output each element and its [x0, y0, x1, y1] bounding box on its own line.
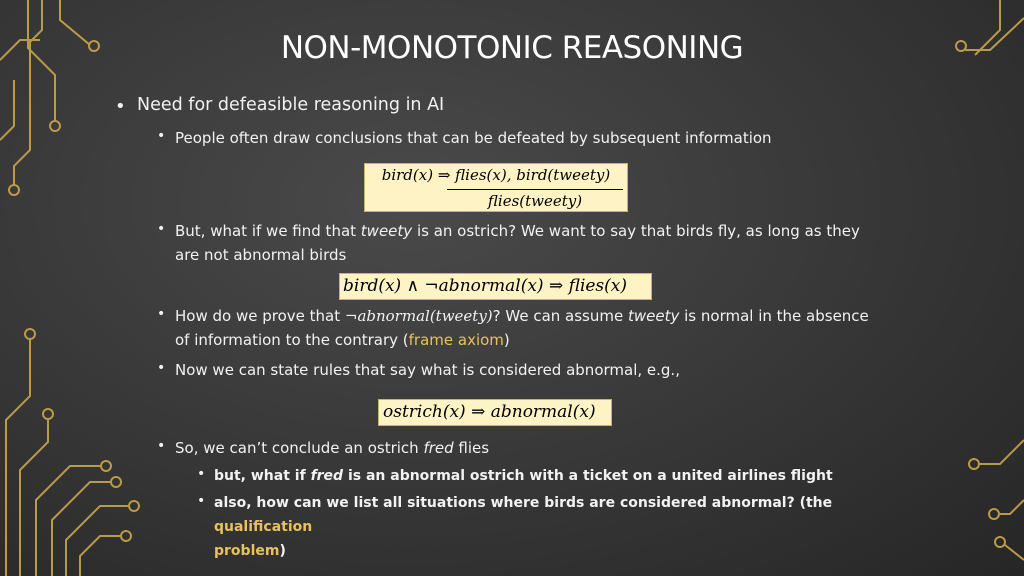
- formula-bird-flies: [364, 163, 628, 212]
- bullet-state-rules: Now we can state rules that say what is considered abnormal, e.g.,: [175, 361, 680, 379]
- bullet-marker: •: [197, 493, 206, 509]
- bullet-defeasible: Need for defeasible reasoning in AI: [137, 95, 445, 115]
- bullet-fred-flies: So, we can’t conclude an ostrich fred flies: [175, 439, 490, 457]
- bullet-marker: •: [115, 96, 126, 117]
- bullet-marker: •: [157, 360, 166, 376]
- bullet-prove-normal: How do we prove that ¬abnormal(tweety)? We can assume tweety is normal in the absence of information to the contrary (frame axiom): [175, 307, 869, 349]
- bullet-marker: •: [157, 438, 166, 454]
- formula-premises: bird(x) ⇒ flies(x), bird(tweety): [381, 166, 611, 184]
- bullet-qualification: also, how can we list all situations where birds are considered abnormal? (the qualification problem): [214, 495, 833, 559]
- bullet-marker: •: [197, 466, 206, 482]
- bullet-conclusions: People often draw conclusions that can be defeated by subsequent information: [175, 129, 772, 147]
- formula-ostrich-abnormal: ostrich(x) ⇒ abnormal(x): [378, 399, 612, 426]
- bullet-marker: •: [157, 306, 166, 322]
- bullet-marker: •: [157, 128, 166, 144]
- bullet-fred-abnormal: but, what if fred is an abnormal ostrich with a ticket on a united airlines flight: [214, 468, 833, 484]
- bullet-ostrich-question: But, what if we find that tweety is an ostrich? We want to say that birds fly, as long as they are not abnormal birds: [175, 222, 860, 264]
- formula-normal-birds-fly: bird(x) ∧ ¬abnormal(x) ⇒ flies(x): [339, 273, 652, 300]
- highlight-frame-axiom: frame axiom: [408, 331, 504, 349]
- bullet-marker: •: [157, 221, 166, 237]
- formula-conclusion: flies(tweety): [487, 192, 583, 210]
- fraction-line: [447, 189, 623, 190]
- slide-title: NON-MONOTONIC REASONING: [280, 30, 744, 66]
